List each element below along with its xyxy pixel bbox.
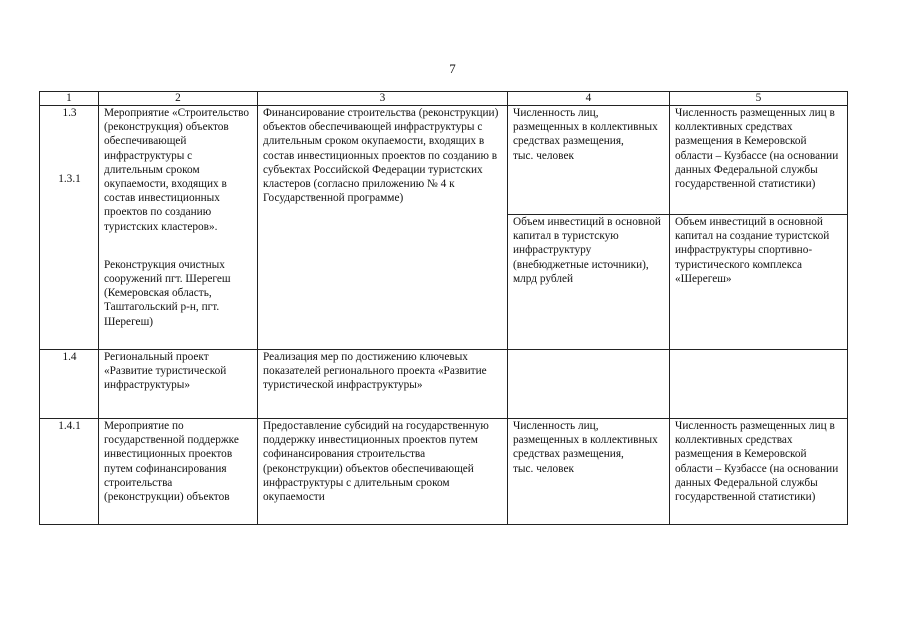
row-number: 1.3 [62, 107, 77, 119]
header-cell: 1 [40, 92, 99, 106]
sub-measure-text: Реконструкция очистных сооружений пгт. Шерегеш (Кемеровская область, Таштагольский р-н, пгт. Шерегеш) [104, 258, 231, 328]
indicator-cell: Численность лиц, размещенных в коллективных средствах размещения, тыс. человек [508, 106, 670, 215]
row-number-cell: 1.4 [40, 350, 99, 419]
table-header-row [40, 92, 848, 106]
table-row [40, 106, 848, 215]
sub-row-number: 1.3.1 [58, 173, 81, 186]
description-cell: Предоставление субсидий на государственную поддержку инвестиционных проектов путем софинансирования строительства (реконструкции) объектов обеспечивающей инфраструктуры с длительным сроком окупаемости [258, 419, 508, 525]
description-cell: Реализация мер по достижению ключевых показателей регионального проекта «Развитие туристической инфраструктуры» [258, 350, 508, 419]
table-row [40, 350, 848, 419]
indicator-source-cell: Численность размещенных лиц в коллективных средствах размещения в Кемеровской области – Кузбассе (на основании данных Федеральной службы государственной статистики) [670, 419, 848, 525]
program-table [39, 91, 848, 525]
indicator-source-cell: Объем инвестиций в основной капитал на создание туристской инфраструктуры спортивно-туристического комплекса «Шерегеш» [670, 215, 848, 350]
header-cell: 5 [670, 92, 848, 106]
header-cell: 4 [508, 92, 670, 106]
indicator-source-cell: Численность размещенных лиц в коллективных средствах размещения в Кемеровской области – Кузбассе (на основании данных Федеральной службы государственной статистики) [670, 106, 848, 215]
description-cell: Финансирование строительства (реконструкции) объектов обеспечивающей инфраструктуры с длительным сроком окупаемости, входящих в состав инвестиционных проектов по созданию в субъектах Российской Федерации туристских кластеров (согласно приложению № 4 к Государственной программе) [258, 106, 508, 350]
page-number: 7 [449, 61, 456, 76]
table-row [40, 419, 848, 525]
indicator-source-cell [670, 350, 848, 419]
measure-text: Мероприятие «Строительство (реконструкция) объектов обеспечивающей инфраструктуры с длительным сроком окупаемости, входящих в состав инвестиционных проектов по созданию туристских кластеров». [104, 107, 250, 233]
header-cell: 3 [258, 92, 508, 106]
indicator-cell: Численность лиц, размещенных в коллективных средствах размещения, тыс. человек [508, 419, 670, 525]
indicator-cell [508, 350, 670, 419]
measure-cell: Мероприятие по государственной поддержке инвестиционных проектов путем софинансирования строительства (реконструкции) объектов [99, 419, 258, 525]
measure-cell: Региональный проект «Развитие туристической инфраструктуры» [99, 350, 258, 419]
row-number-cell [40, 106, 99, 350]
indicator-cell: Объем инвестиций в основной капитал в туристскую инфраструктуру (внебюджетные источники), млрд рублей [508, 215, 670, 350]
measure-cell [99, 106, 258, 350]
header-cell: 2 [99, 92, 258, 106]
row-number-cell: 1.4.1 [40, 419, 99, 525]
